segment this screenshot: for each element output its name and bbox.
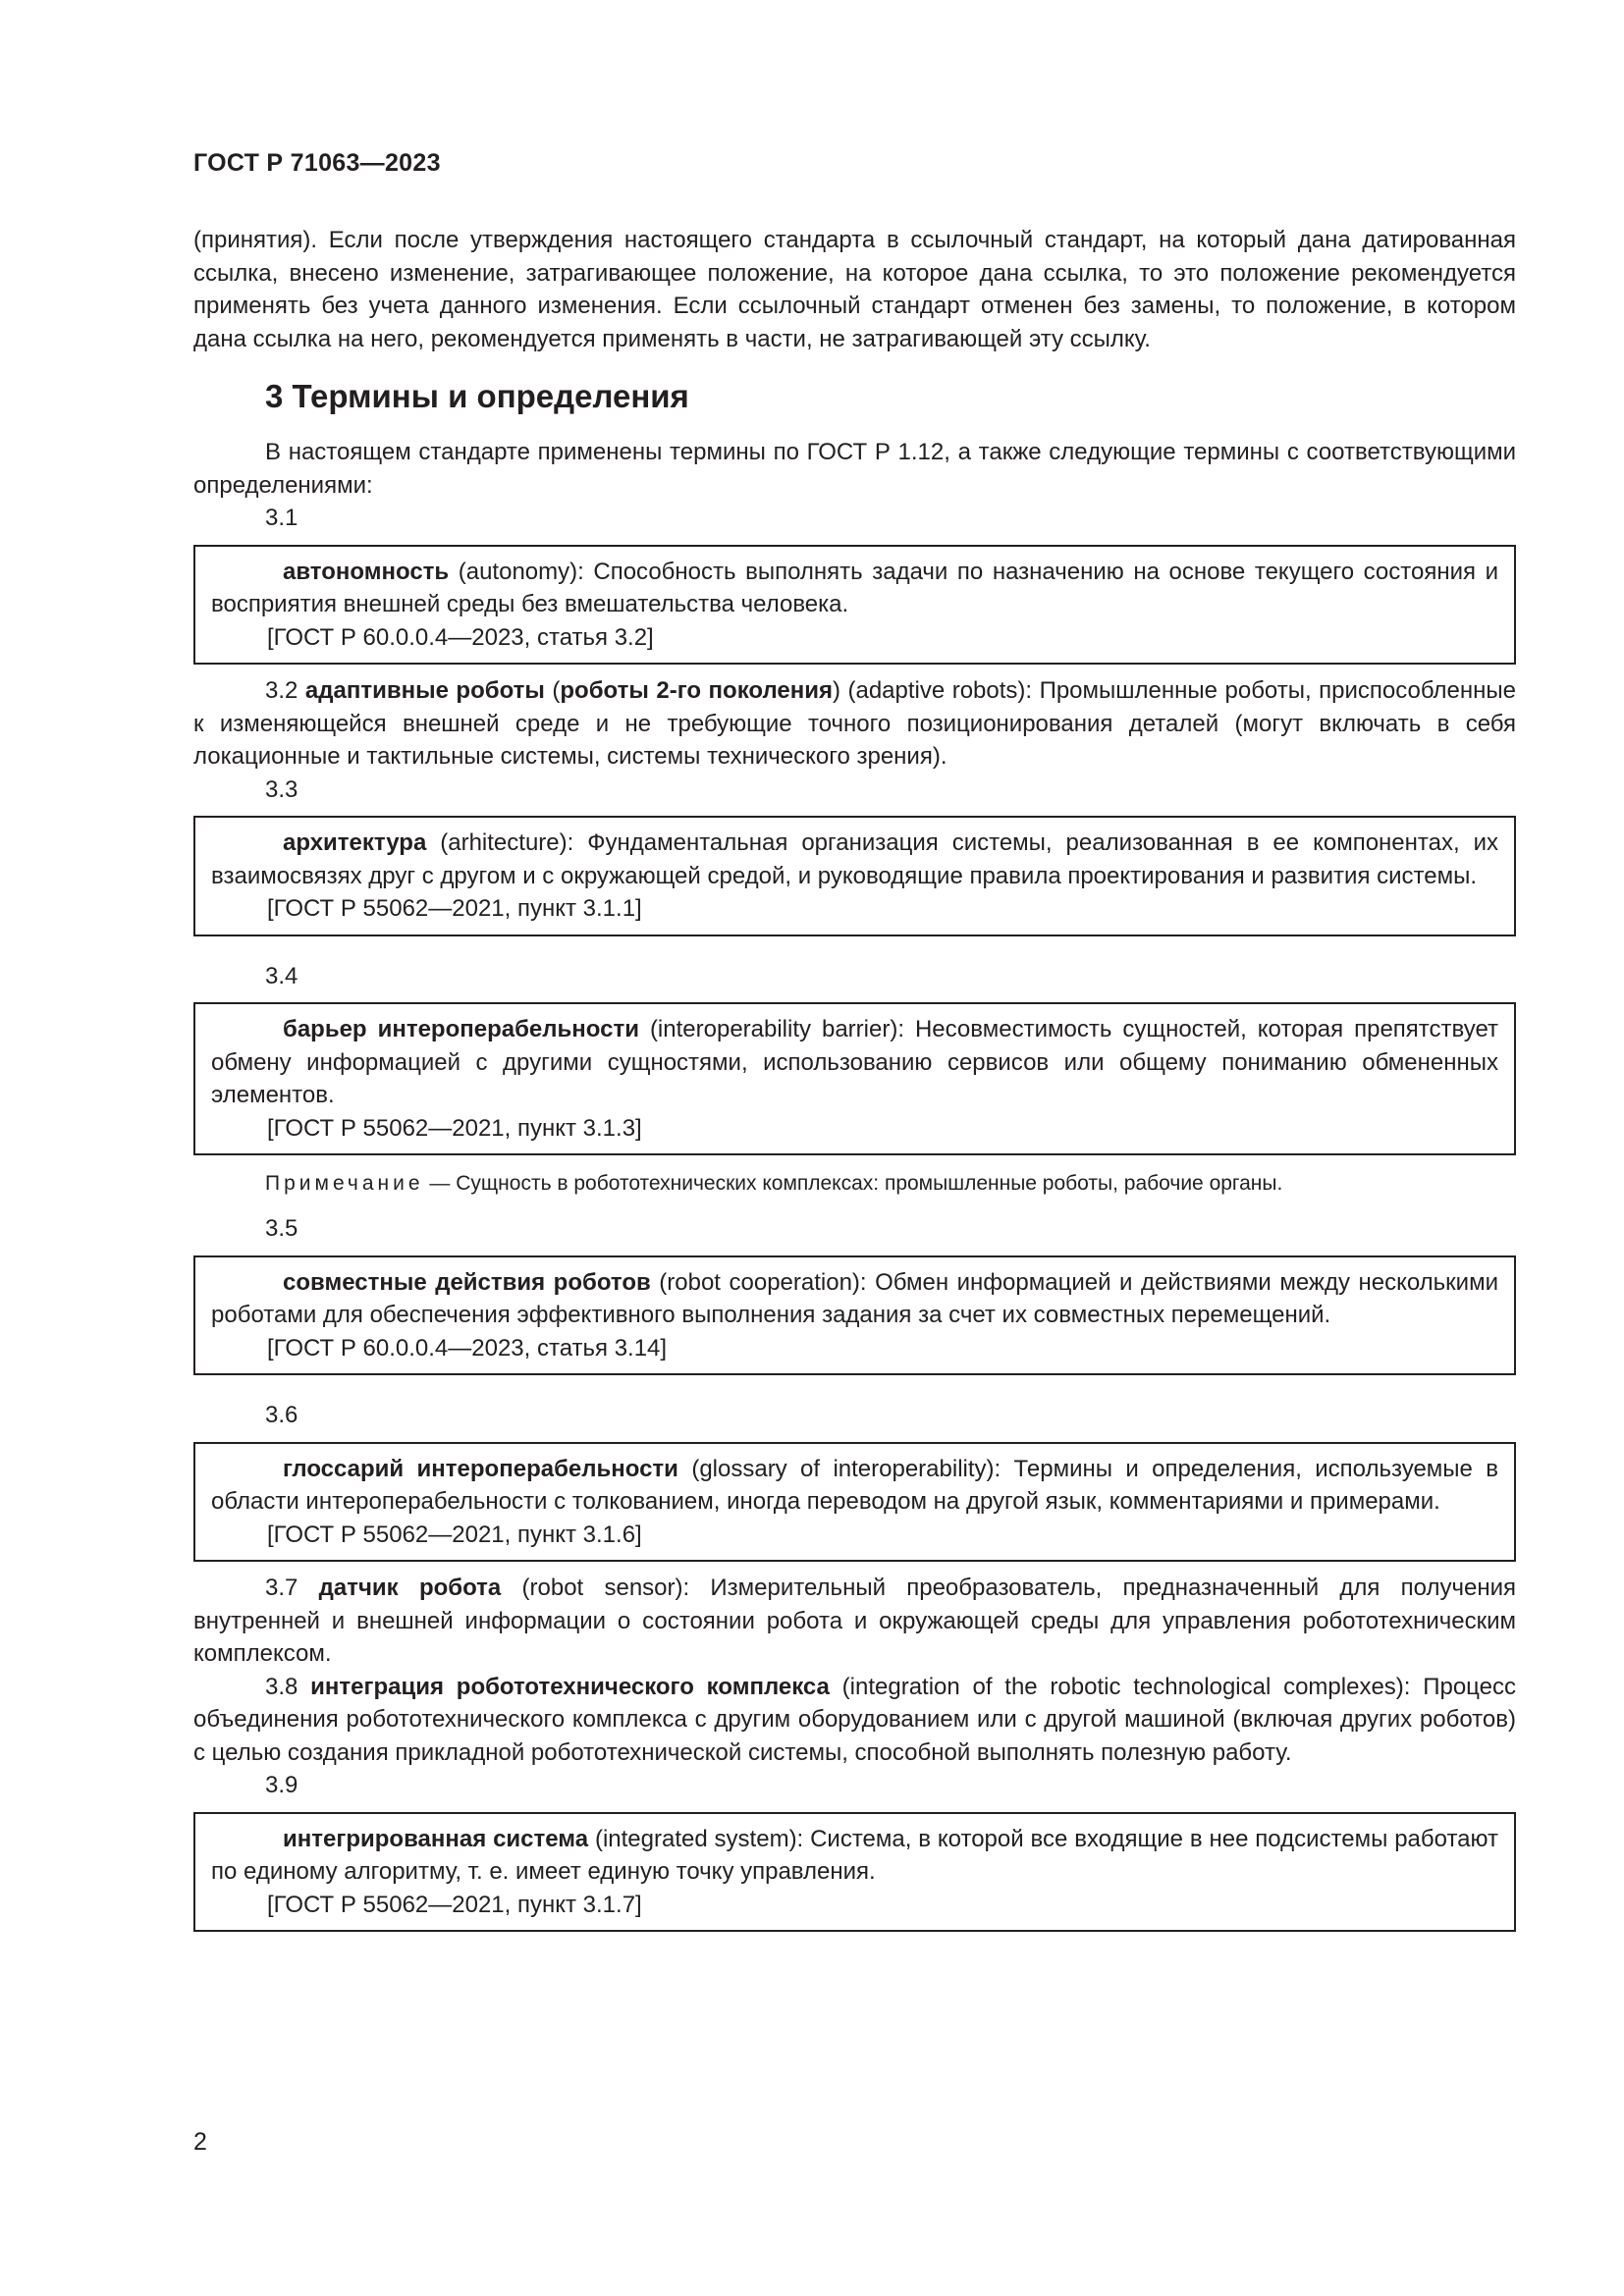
term-number: 3.2 [265,677,298,704]
definition-adaptive-robots [193,674,1516,774]
term-number: 3.3 [265,775,298,803]
term-definition: (integrated system): Система, в которой все входящие в нее подсистемы работают по единому алгоритму, т. е. имеет единую точку управления. [211,1825,1498,1885]
definition-text [211,827,1498,892]
term-definition: (autonomy): Способность выполнять задачи по назначению на основе текущего состояния и восприятия внешней среды без вмешательства человека. [211,558,1498,617]
note-label: Примечание [265,1172,424,1195]
document-code-header: ГОСТ Р 71063—2023 [193,149,441,177]
definition-robot-sensor [193,1572,1516,1671]
definition-box-autonomy [193,545,1516,666]
term-number: 3.5 [265,1215,298,1242]
definition-text [211,1823,1498,1889]
term-definition: (robot cooperation): Обмен информацией и действиями между несколькими роботами для обеспечения эффективного выполнения задания за счет их совместных перемещений. [211,1268,1498,1328]
definition-integration [193,1671,1516,1770]
term-number: 3.6 [265,1402,298,1428]
definition-source: [ГОСТ Р 60.0.0.4—2023, статья 3.2] [267,623,654,651]
term-name: датчик робота [318,1575,502,1601]
definition-source: [ГОСТ Р 55062—2021, пункт 3.1.6] [267,1521,642,1548]
term-number: 3.4 [265,962,298,989]
definition-source: [ГОСТ Р 55062—2021, пункт 3.1.1] [267,895,642,922]
definition-box-integrated-system [193,1812,1516,1933]
definition-box-glossary [193,1442,1516,1563]
definition-text [211,1453,1498,1519]
page-number: 2 [193,2128,207,2156]
term-number: 3.1 [265,505,298,531]
term-name: барьер интероперабельности [283,1016,639,1042]
definition-text [211,1013,1498,1112]
term-name: интеграция робототехнического комплекса [310,1673,830,1700]
term-synonym: роботы 2-го поколения [560,677,833,704]
term-number: 3.8 [265,1673,298,1700]
definition-box-interoperability-barrier [193,1002,1516,1155]
term-definition: (integration of the robotic technological complexes): Процесс объединения робототехнического комплекса с другим оборудованием или с другой машиной (включая других роботов) с целью создания прикладной робототехнической системы, способной выполнять полезную работу. [193,1673,1516,1766]
term-definition: (glossary of interoperability): Термины и определения, используемые в области интероперабельности с толкованием, иногда переводом на другой язык, комментариями и примерами. [211,1455,1499,1515]
note-text: — Сущность в робототехнических комплексах: промышленные роботы, рабочие органы. [423,1172,1283,1195]
note [193,1169,1516,1199]
intro-paragraph: (принятия). Если после утверждения настоящего стандарта в ссылочный стандарт, на который дана датированная ссылка, внесено изменение, затрагивающее положение, на которое дана ссылка, то это положение рекомендуется применять без учета данного изменения. Если ссылочный стандарт отменен без замены, то положение, в котором дана ссылка на него, рекомендуется применять в части, не затрагивающей эту ссылку. [193,227,1516,352]
definition-source: [ГОСТ Р 60.0.0.4—2023, статья 3.14] [267,1334,668,1362]
term-name: адаптивные роботы [304,677,545,704]
definition-source: [ГОСТ Р 55062—2021, пункт 3.1.3] [267,1114,642,1142]
term-definition: (robot sensor): Измерительный преобразователь, предназначенный для получения внутренней и внешней информации о состоянии робота и окружающей среды для управления робототехническим комплексом. [193,1575,1516,1667]
definition-box-robot-cooperation [193,1255,1516,1376]
section-title: 3 Термины и определения [265,378,689,414]
term-name: глоссарий интероперабельности [283,1455,678,1482]
term-separator: ( [544,677,561,704]
page-content [193,224,1516,1942]
term-name: архитектура [283,829,427,856]
term-number: 3.7 [265,1575,298,1601]
term-name: автономность [283,558,450,585]
term-definition: (arhitecture): Фундаментальная организация системы, реализованная в ее компонентах, их взаимосвязях друг с другом и с окружающей средой, и руководящие правила проектирования и развития системы. [211,829,1498,889]
definition-text [211,1266,1498,1332]
definition-box-architecture [193,816,1516,936]
term-definition: ) (adaptive robots): Промышленные роботы, приспособленные к изменяющейся внешней среде и не требующие точного позиционирования деталей (могут включать в себя локационные и тактильные системы, системы технического зрения). [193,677,1517,770]
section-lead: В настоящем стандарте применены термины по ГОСТ Р 1.12, а также следующие термины с соответствующими определениями: [193,439,1516,499]
term-number: 3.9 [265,1772,298,1798]
definition-text [211,556,1498,621]
term-name: совместные действия роботов [283,1268,651,1296]
definition-source: [ГОСТ Р 55062—2021, пункт 3.1.7] [267,1891,642,1918]
term-definition: (interoperability barrier): Несовместимость сущностей, которая препятствует обмену информацией с другими сущностями, использованию сервисов или общему пониманию обмененных элементов. [211,1016,1499,1108]
term-name: интегрированная система [283,1825,589,1852]
